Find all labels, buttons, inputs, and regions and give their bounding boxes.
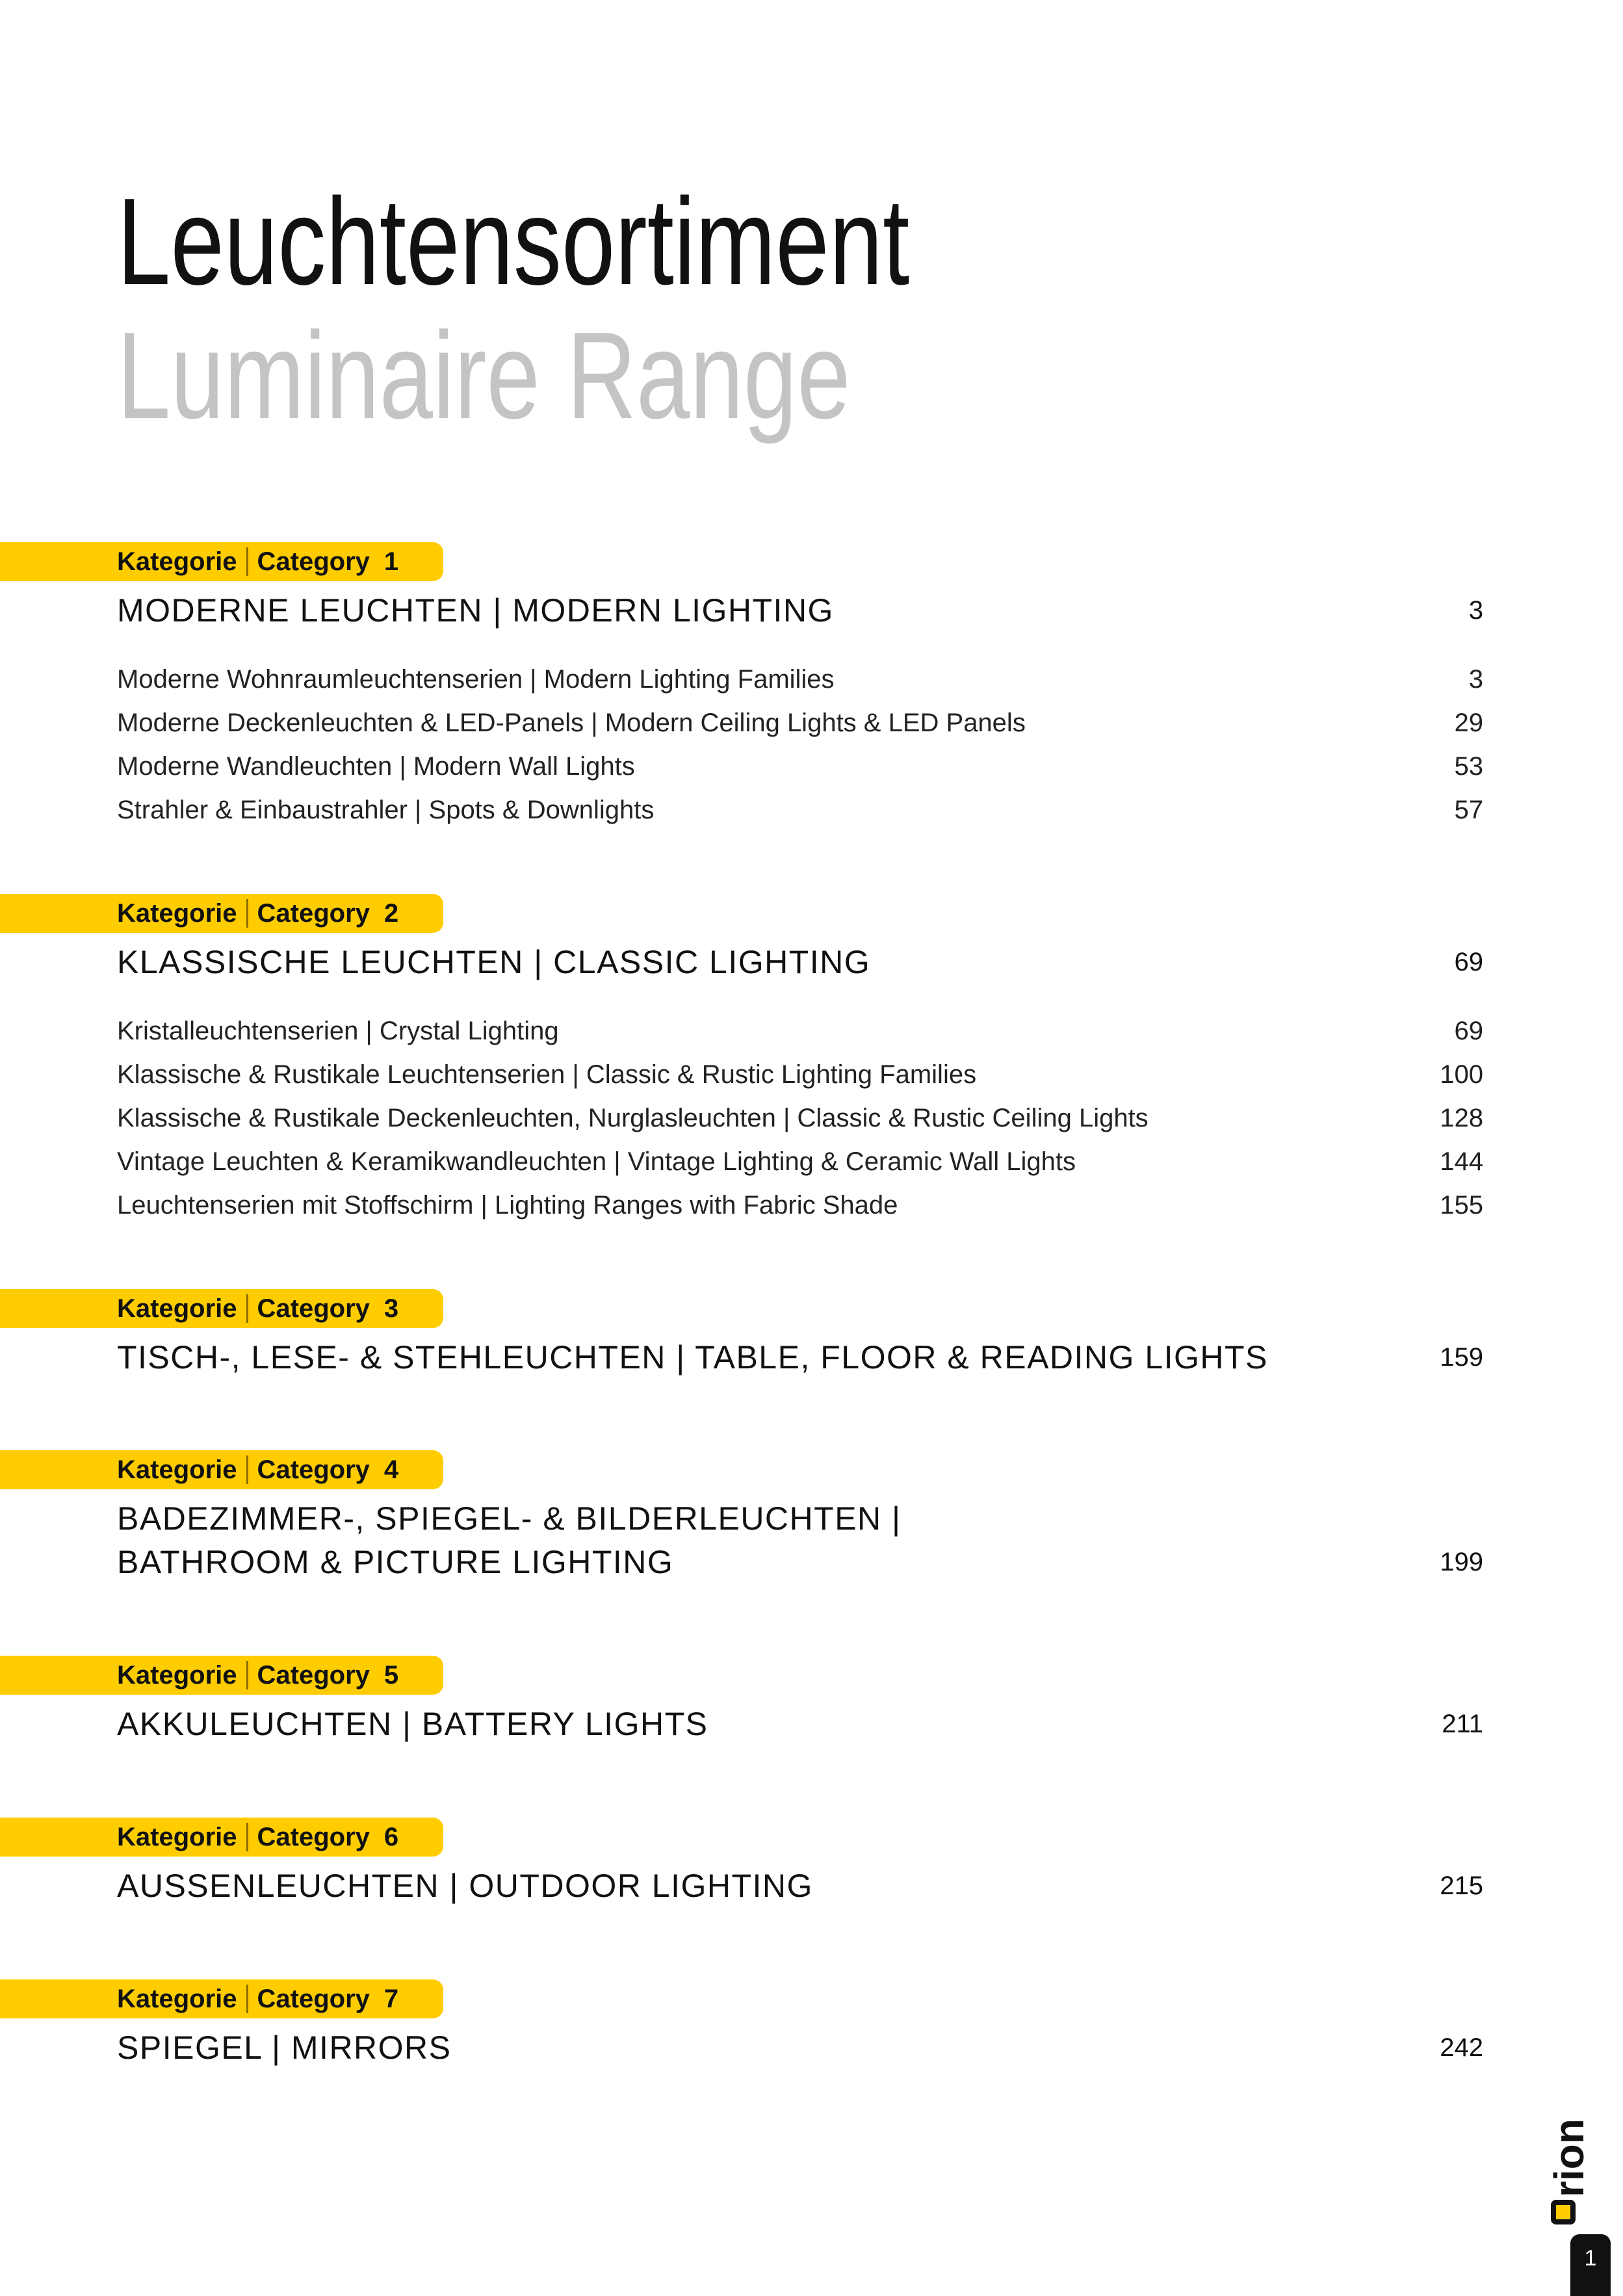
toc-page: 199	[1440, 1548, 1483, 1576]
toc-page: 159	[1440, 1343, 1483, 1372]
category-badge: Kategorie Category 2	[0, 894, 443, 933]
logo-text: rion	[1546, 2120, 1592, 2197]
toc-page: 3	[1468, 596, 1483, 625]
toc-title-line1: BADEZIMMER-, SPIEGEL- & BILDERLEUCHTEN |	[117, 1500, 902, 1537]
category-number: 7	[383, 1984, 399, 2013]
category-badge: Kategorie Category 7	[0, 1979, 443, 2018]
page-title: Leuchtensortiment	[117, 173, 910, 311]
category-badge: Kategorie Category 3	[0, 1289, 443, 1328]
orion-logo-icon	[1546, 2120, 1611, 2237]
toc-title: AKKULEUCHTEN | BATTERY LIGHTS	[117, 1706, 708, 1742]
toc-title: AUSSENLEUCHTEN | OUTDOOR LIGHTING	[117, 1868, 813, 1904]
category-number: 4	[383, 1455, 399, 1484]
toc-title: SPIEGEL | MIRRORS	[117, 2029, 452, 2066]
category-badge: Kategorie Category 4	[0, 1450, 443, 1489]
toc-page: 242	[1440, 2033, 1483, 2062]
badge-separator	[246, 1823, 248, 1851]
category-number: 6	[383, 1822, 399, 1851]
badge-separator	[246, 547, 248, 576]
badge-separator	[246, 1294, 248, 1323]
category-number: 3	[383, 1294, 399, 1323]
orion-logo	[1546, 2120, 1611, 2237]
category-number: 5	[383, 1660, 399, 1689]
category-number: 2	[383, 898, 399, 928]
toc-title-line2: BATHROOM & PICTURE LIGHTING	[117, 1544, 674, 1580]
page-subtitle: Luminaire Range	[117, 307, 851, 445]
toc-page: 215	[1440, 1872, 1483, 1900]
category-number: 1	[383, 547, 399, 576]
toc-title: MODERNE LEUCHTEN | MODERN LIGHTING	[117, 592, 834, 629]
badge-separator	[246, 1985, 248, 2013]
badge-separator	[246, 899, 248, 928]
toc-page: 211	[1442, 1710, 1483, 1738]
toc-title: KLASSISCHE LEUCHTEN | CLASSIC LIGHTING	[117, 944, 871, 980]
page-number: 1	[1570, 2234, 1611, 2296]
category-badge: Kategorie Category 6	[0, 1818, 443, 1857]
category-badge: Kategorie Category 1	[0, 542, 443, 581]
badge-separator	[246, 1455, 248, 1484]
toc-title: TISCH-, LESE- & STEHLEUCHTEN | TABLE, FLOOR & READING LIGHTS	[117, 1339, 1268, 1376]
toc-page: 69	[1454, 948, 1483, 976]
logo-square	[1553, 2202, 1573, 2222]
category-badge: Kategorie Category 5	[0, 1656, 443, 1695]
badge-separator	[246, 1661, 248, 1689]
